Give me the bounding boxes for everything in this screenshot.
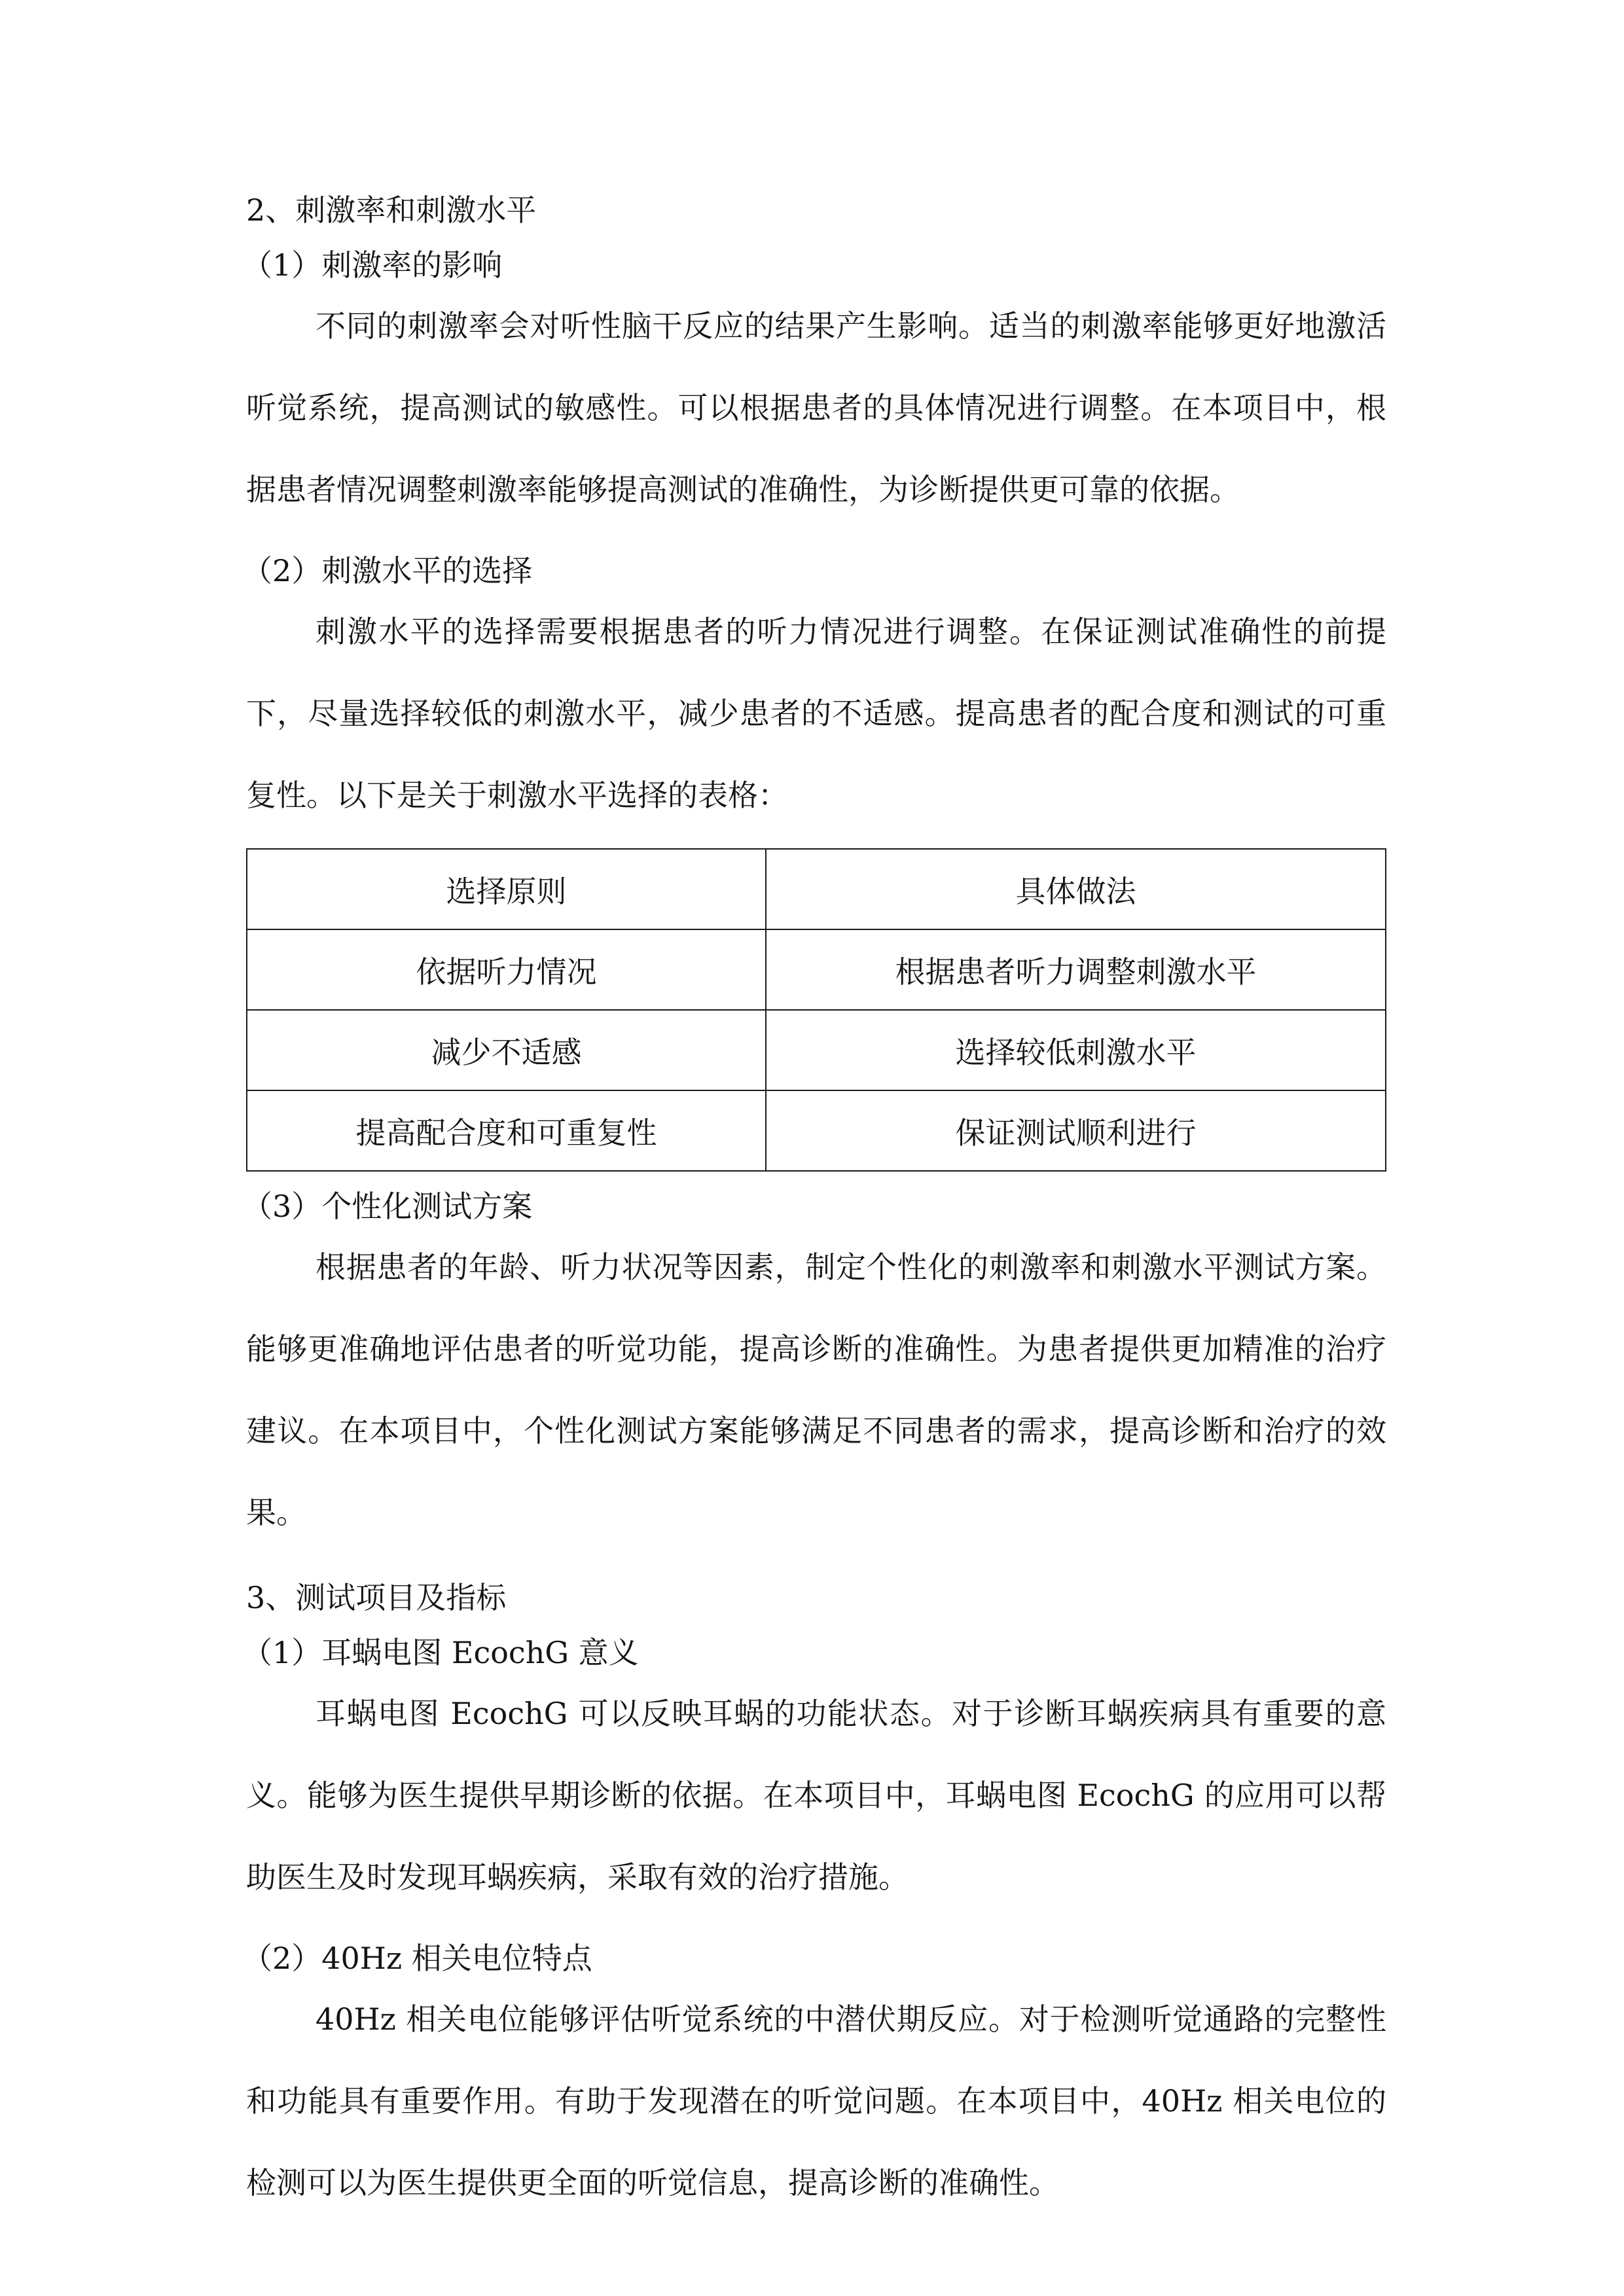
section-2-heading: 2、刺激率和刺激水平 xyxy=(246,192,537,228)
section-3-2-paragraph: 40Hz 相关电位能够评估听觉系统的中潜伏期反应。对于检测听觉通路的完整性和功能具有重要作用。有助于发现潜在的听觉问题。在本项目中，40Hz 相关电位的检测可以为医生提供更全面的听觉信息，提高诊断的准确性。 xyxy=(246,2001,1386,2200)
document-page xyxy=(242,190,1386,2224)
section-3-1-paragraph: 耳蜗电图 EcochG 可以反映耳蜗的功能状态。对于诊断耳蜗疾病具有重要的意义。能够为医生提供早期诊断的依据。在本项目中，耳蜗电图 EcochG 的应用可以帮助医生及时发现耳蜗疾病，采取有效的治疗措施。 xyxy=(246,1696,1386,1895)
table-cell: 减少不适感 xyxy=(247,1010,766,1090)
section-3-heading: 3、测试项目及指标 xyxy=(246,1580,507,1615)
table-cell: 选择较低刺激水平 xyxy=(766,1010,1386,1090)
section-2-3-title: （3）个性化测试方案 xyxy=(242,1189,533,1224)
table-row xyxy=(247,1010,1386,1090)
table-cell: 根据患者听力调整刺激水平 xyxy=(766,929,1386,1010)
table-header-cell: 选择原则 xyxy=(247,849,766,929)
section-2-2-paragraph: 刺激水平的选择需要根据患者的听力情况进行调整。在保证测试准确性的前提下，尽量选择较低的刺激水平，减少患者的不适感。提高患者的配合度和测试的可重复性。以下是关于刺激水平选择的表格： xyxy=(246,614,1386,813)
section-2-3-paragraph: 根据患者的年龄、听力状况等因素，制定个性化的刺激率和刺激水平测试方案。能够更准确地评估患者的听觉功能，提高诊断的准确性。为患者提供更加精准的治疗建议。在本项目中，个性化测试方案能够满足不同患者的需求，提高诊断和治疗的效果。 xyxy=(246,1249,1386,1530)
section-3-1-title: （1）耳蜗电图 EcochG 意义 xyxy=(242,1635,639,1670)
table-cell: 依据听力情况 xyxy=(247,929,766,1010)
table-cell: 保证测试顺利进行 xyxy=(766,1090,1386,1171)
section-2-1-paragraph: 不同的刺激率会对听性脑干反应的结果产生影响。适当的刺激率能够更好地激活听觉系统，提高测试的敏感性。可以根据患者的具体情况进行调整。在本项目中，根据患者情况调整刺激率能够提高测试的准确性，为诊断提供更可靠的依据。 xyxy=(246,308,1386,507)
section-3-2-title: （2）40Hz 相关电位特点 xyxy=(242,1941,592,1976)
section-2-2-title: （2）刺激水平的选择 xyxy=(242,553,533,588)
table-header-cell: 具体做法 xyxy=(766,849,1386,929)
stimulus-level-table xyxy=(246,848,1386,1172)
table-cell: 提高配合度和可重复性 xyxy=(247,1090,766,1171)
table-row xyxy=(247,1090,1386,1171)
section-2-1-title: （1）刺激率的影响 xyxy=(242,247,503,283)
table-row xyxy=(247,929,1386,1010)
table-header-row xyxy=(247,849,1386,929)
